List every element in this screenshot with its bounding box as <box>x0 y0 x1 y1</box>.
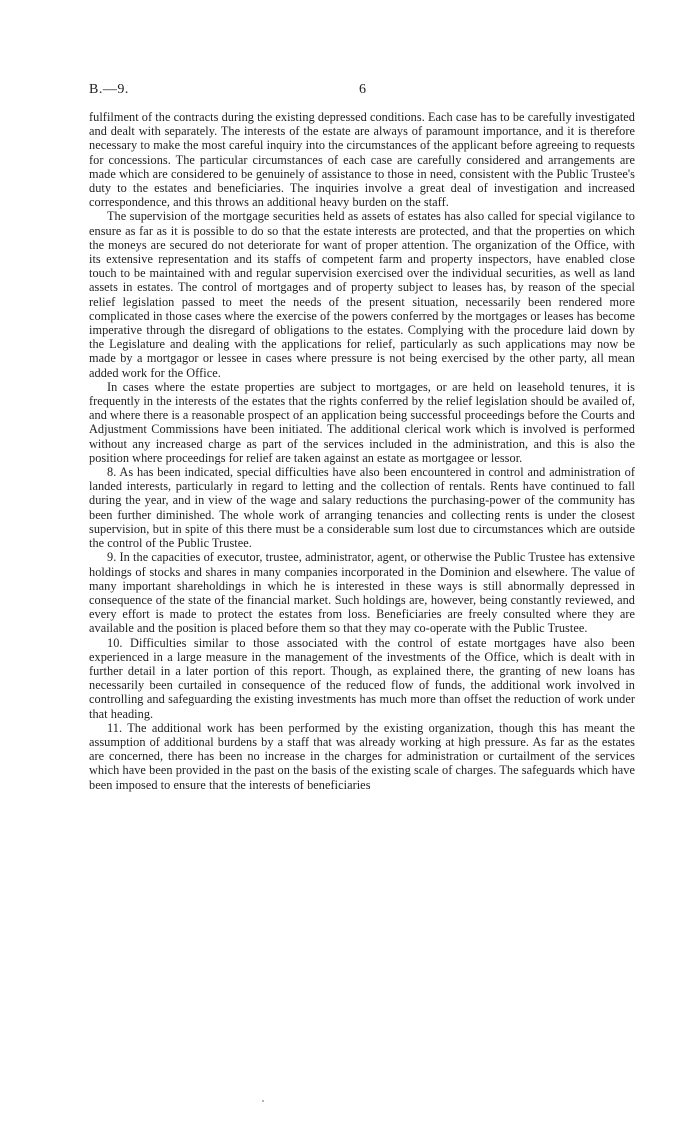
page-number: 6 <box>359 82 366 97</box>
scan-speck <box>262 1100 264 1102</box>
paragraph-10: 10. Difficulties similar to those associated with the control of estate mortgages have also been experienced in a large measure in the management of the investments of the Office, which is dealt with in further detail in a later portion of this report. Though, as explained there, the granting of new loans has necessarily been curtailed in consequence of the reduced flow of funds, the additional work involved in controlling and safeguarding the existing investments has much more than offset the reduction of work under that heading. <box>89 635 635 721</box>
page-header <box>89 82 635 102</box>
paragraph-continuation: fulfilment of the contracts during the existing depressed conditions. Each case has to be carefully investigated and dealt with separately. The interests of the estate are always of paramount importance, and it is therefore necessary to make the most careful inquiry into the circumstances of the applicant before agreeing to requests for concessions. The particular circumstances of each case are carefully considered and arrangements are made which are considered to be genuinely of assistance to those in need, consistent with the Public Trustee's duty to the estates and beneficiaries. The inquiries involve a great deal of investigation and increased correspondence, and this throws an additional heavy burden on the staff. <box>89 110 635 210</box>
document-reference: B.—9. <box>89 82 129 97</box>
body-text <box>89 110 635 792</box>
paragraph-relief-legislation: In cases where the estate properties are subject to mortgages, or are held on leasehold tenures, it is frequently in the interests of the estates that the rights conferred by the relief legislation should be availed of, and where there is a reasonable prospect of an application being successful proceedings before the Courts and Adjustment Commissions have been initiated. The additional clerical work which is involved is performed without any increased charge as part of the services included in the administration, and this is also the position where proceedings for relief are taken against an estate as mortgagee or lessor. <box>89 379 635 465</box>
paragraph-11: 11. The additional work has been performed by the existing organization, though this has meant the assumption of additional burdens by a staff that was already working at high pressure. As far as the estates are concerned, there has been no increase in the charges for administration or curtailment of the services which have been provided in the past on the basis of the existing scale of charges. The safeguards which have been imposed to ensure that the interests of beneficiaries <box>89 720 635 792</box>
paragraph-9: 9. In the capacities of executor, trustee, administrator, agent, or otherwise the Public Trustee has extensive holdings of stocks and shares in many companies incorporated in the Dominion and elsewhere. The value of many important shareholdings in which he is interested in these ways is still abnormally depressed in consequence of the state of the financial market. Such holdings are, however, being constantly reviewed, and every effort is made to protect the estates from loss. Beneficiaries are freely consulted where they are available and the position is placed before them so that they may co-operate with the Public Trustee. <box>89 550 635 636</box>
paragraph-8: 8. As has been indicated, special difficulties have also been encountered in control and administration of landed interests, particularly in regard to letting and the collection of rentals. Rents have continued to fall during the year, and in view of the wage and salary reductions the purchasing-power of the community has been further diminished. The whole work of arranging tenancies and collecting rents is under the closest supervision, but in spite of this there must be a considerable sum lost due to circumstances which are outside the control of the Public Trustee. <box>89 465 635 551</box>
paragraph-mortgage-supervision: The supervision of the mortgage securities held as assets of estates has also called for special vigilance to ensure as far as it is possible to do so that the estate interests are protected, and that the properties on which the moneys are secured do not deteriorate for want of proper attention. The organization of the Office, with its extensive representation and its staffs of competent farm and property inspectors, have enabled close touch to be maintained with and regular supervision exercised over the individual securities, as well as land assets in estates. The control of mortgages and of property subject to leases has, by reason of the special relief legislation passed to meet the needs of the present situation, necessarily been rendered more complicated in those cases where the exercise of the powers conferred by the mortgages or leases has become imperative through the disregard of obligations to the estates. Complying with the procedure laid down by the Legislature and dealing with the applications for relief, particularly as such applications may now be made by a mortgagor or lessee in cases where pressure is not being exercised by the other party, all mean added work for the Office. <box>89 209 635 380</box>
